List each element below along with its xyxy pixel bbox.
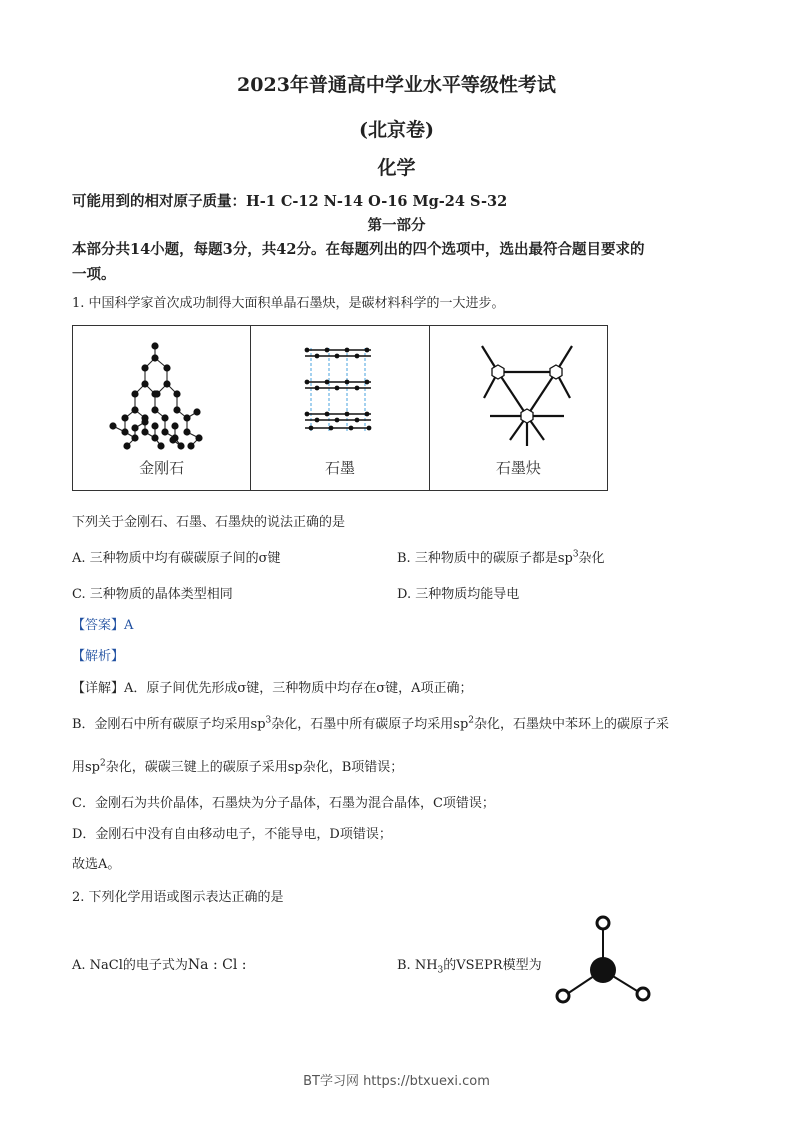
page-title: 2023年普通高中学业水平等级性考试: [237, 74, 556, 96]
q1-conclusion: 故选A。: [72, 857, 121, 872]
q1-detail-d: D．金刚石中没有自由移动电子，不能导电，D项错误；: [72, 827, 392, 842]
carbon-structures-figure: [72, 325, 608, 491]
q1-option-b: B. 三种物质中的碳原子都是$sp^3$杂化: [397, 549, 605, 566]
section-title: 第一部分: [367, 217, 426, 234]
q1-detail-b-line1: B．金刚石中所有碳原子均采用$sp^3$杂化，石墨中所有碳原子均采用$sp^2$杂化，石墨炔中苯环上的碳原子采: [72, 715, 670, 732]
graphdiyne-cell: [430, 326, 607, 490]
nh3-vsepr-model-image: [548, 910, 658, 1010]
q1-stem: 1. 中国科学家首次成功制得大面积单晶石墨炔，是碳材料科学的一大进步。: [72, 296, 505, 311]
q1-detail-c: C．金刚石为共价晶体，石墨炔为分子晶体，石墨为混合晶体，C项错误；: [72, 796, 495, 811]
graphdiyne-label: 石墨炔: [495, 459, 541, 477]
diamond-label: 金刚石: [139, 459, 185, 477]
q2-option-a: A. NaCl的电子式为Na : Cl :: [72, 957, 247, 973]
q1-option-d: D. 三种物质均能导电: [397, 587, 520, 602]
q1-analysis-label: 【解析】: [72, 649, 125, 664]
atomic-masses: 可能用到的相对原子质量：H-1 C-12 N-14 O-16 Mg-24 S-32: [72, 193, 508, 210]
nacl-electron-formula: Na : Cl :: [187, 957, 247, 973]
q1-detail-a: 【详解】A．原子间优先形成σ键，三种物质中均存在σ键，A项正确；: [72, 681, 473, 696]
graphite-cell: [251, 326, 429, 490]
q1-option-c: C. 三种物质的晶体类型相同: [72, 587, 233, 602]
q2-option-b: B. $NH_3$的VSEPR模型为: [397, 958, 542, 976]
subject-title: 化学: [377, 157, 416, 179]
q1-detail-b-line2: 用$sp^2$杂化，碳碳三键上的碳原子采用sp杂化，B项错误；: [72, 758, 404, 775]
instructions-line1: 本部分共14小题，每题3分，共42分。在每题列出的四个选项中，选出最符合题目要求的: [72, 241, 645, 258]
q1-answer: 【答案】A: [72, 618, 134, 633]
q1-question: 下列关于金刚石、石墨、石墨炔的说法正确的是: [72, 515, 346, 530]
q2-stem: 2. 下列化学用语或图示表达正确的是: [72, 890, 284, 905]
diamond-cell: [73, 326, 251, 490]
q1-option-a: A. 三种物质中均有碳碳原子间的σ键: [72, 551, 281, 566]
graphite-label: 石墨: [324, 459, 355, 477]
instructions-line2: 一项。: [72, 266, 116, 283]
page-subtitle: (北京卷): [359, 119, 434, 141]
footer-watermark: BT学习网 https://btxuexi.com: [303, 1074, 490, 1089]
